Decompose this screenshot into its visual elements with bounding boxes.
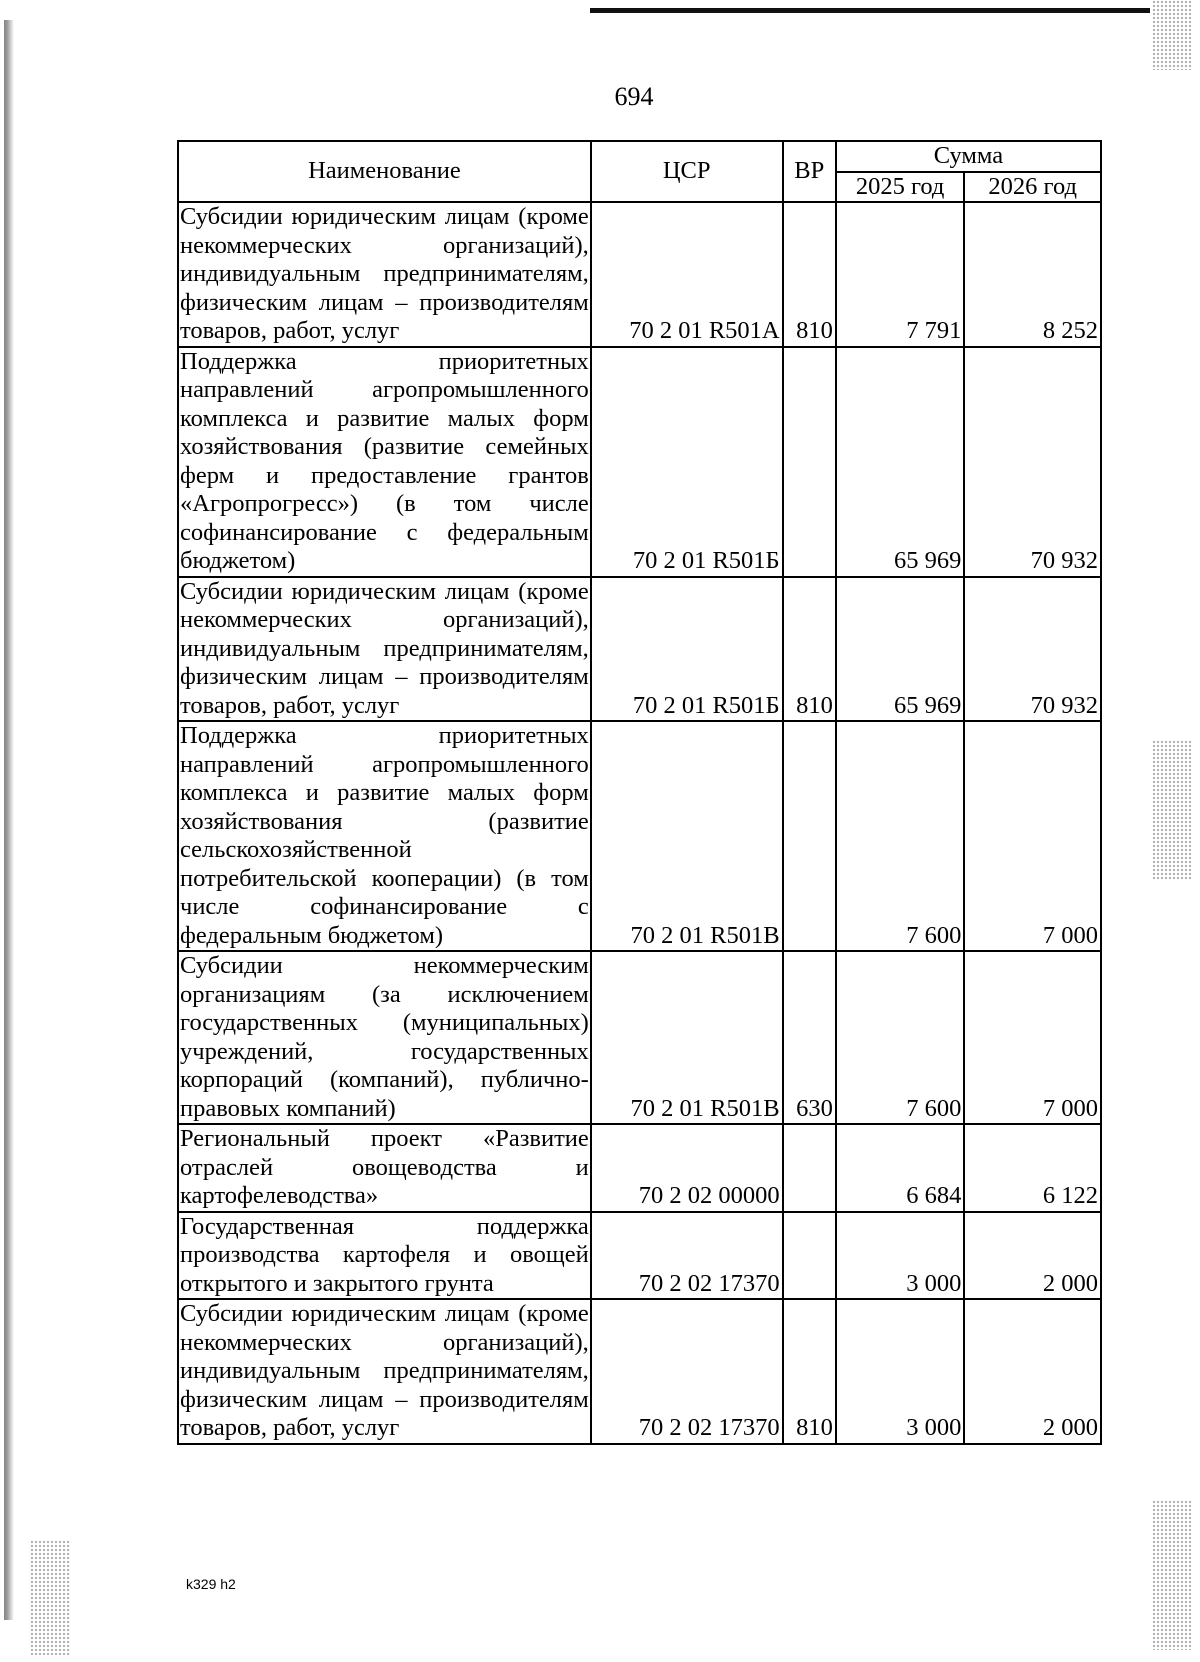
table-row — [178, 1124, 1101, 1212]
row-amount-2026: 8 252 — [964, 202, 1101, 347]
table-header — [178, 141, 1101, 202]
scan-artifact-left-edge — [4, 20, 14, 1620]
row-vr — [783, 1212, 836, 1300]
row-name: Региональный проект «Развитие отраслей овощеводства и картофелеводства» — [178, 1124, 591, 1212]
scan-artifact-top-line — [590, 8, 1150, 13]
row-name: Государственная поддержка производства картофеля и овощей открытого и закрытого грунта — [178, 1212, 591, 1300]
row-amount-2025: 65 969 — [836, 577, 965, 722]
table-row — [178, 347, 1101, 577]
scan-artifact-right-bottom — [1152, 1500, 1192, 1650]
row-vr — [783, 721, 836, 951]
row-vr — [783, 1124, 836, 1212]
row-vr: 810 — [783, 577, 836, 722]
header-sum: Сумма — [836, 141, 1101, 172]
row-name: Субсидии юридическим лицам (кроме некоммерческих организаций), индивидуальным предпринимателям, физическим лицам – производителям товаров, работ, услуг — [178, 1299, 591, 1444]
row-csr: 70 2 02 17370 — [591, 1299, 783, 1444]
row-csr: 70 2 01 R501Б — [591, 347, 783, 577]
row-amount-2026: 70 932 — [964, 577, 1101, 722]
header-vr: ВР — [783, 141, 836, 202]
table-row — [178, 1212, 1101, 1300]
row-name: Субсидии юридическим лицам (кроме некоммерческих организаций), индивидуальным предпринимателям, физическим лицам – производителям товаров, работ, услуг — [178, 577, 591, 722]
header-year-2025: 2025 год — [836, 172, 965, 203]
row-vr: 810 — [783, 202, 836, 347]
row-amount-2025: 7 600 — [836, 721, 965, 951]
row-vr — [783, 347, 836, 577]
row-csr: 70 2 01 R501В — [591, 951, 783, 1124]
table-row — [178, 951, 1101, 1124]
header-year-2026: 2026 год — [964, 172, 1101, 203]
row-name: Субсидии некоммерческим организациям (за исключением государственных (муниципальных) учреждений, государственных корпораций (компаний), публично-правовых компаний) — [178, 951, 591, 1124]
table-row — [178, 577, 1101, 722]
row-csr: 70 2 01 R501Б — [591, 577, 783, 722]
row-amount-2026: 7 000 — [964, 721, 1101, 951]
row-amount-2025: 7 791 — [836, 202, 965, 347]
row-amount-2025: 65 969 — [836, 347, 965, 577]
row-csr: 70 2 02 17370 — [591, 1212, 783, 1300]
row-amount-2025: 3 000 — [836, 1212, 965, 1300]
scan-artifact-right-mid — [1152, 740, 1192, 880]
row-name: Поддержка приоритетных направлений агропромышленного комплекса и развитие малых форм хозяйствования (развитие сельскохозяйственной потребительской кооперации) (в том числе софинансирование с федеральным бюджетом) — [178, 721, 591, 951]
row-amount-2026: 6 122 — [964, 1124, 1101, 1212]
scan-artifact-right-top — [1152, 0, 1192, 70]
header-name: Наименование — [178, 141, 591, 202]
row-vr: 810 — [783, 1299, 836, 1444]
row-amount-2026: 70 932 — [964, 347, 1101, 577]
row-amount-2026: 2 000 — [964, 1212, 1101, 1300]
row-amount-2025: 7 600 — [836, 951, 965, 1124]
row-amount-2025: 3 000 — [836, 1299, 965, 1444]
row-csr: 70 2 01 R501А — [591, 202, 783, 347]
table-row — [178, 202, 1101, 347]
page-number: 694 — [614, 82, 654, 111]
row-vr: 630 — [783, 951, 836, 1124]
row-amount-2026: 7 000 — [964, 951, 1101, 1124]
footer-code: k329 h2 — [186, 1576, 236, 1592]
header-csr: ЦСР — [591, 141, 783, 202]
row-amount-2025: 6 684 — [836, 1124, 965, 1212]
table-row — [178, 721, 1101, 951]
row-name: Поддержка приоритетных направлений агропромышленного комплекса и развитие малых форм хозяйствования (развитие семейных ферм и предоставление грантов «Агропрогресс») (в том числе софинансирование с федеральным бюджетом) — [178, 347, 591, 577]
row-csr: 70 2 02 00000 — [591, 1124, 783, 1212]
table-row — [178, 1299, 1101, 1444]
row-name: Субсидии юридическим лицам (кроме некоммерческих организаций), индивидуальным предпринимателям, физическим лицам – производителям товаров, работ, услуг — [178, 202, 591, 347]
row-amount-2026: 2 000 — [964, 1299, 1101, 1444]
budget-table — [177, 140, 1102, 1445]
scan-artifact-left-bottom — [30, 1540, 70, 1655]
row-csr: 70 2 01 R501В — [591, 721, 783, 951]
table-body — [178, 202, 1101, 1444]
